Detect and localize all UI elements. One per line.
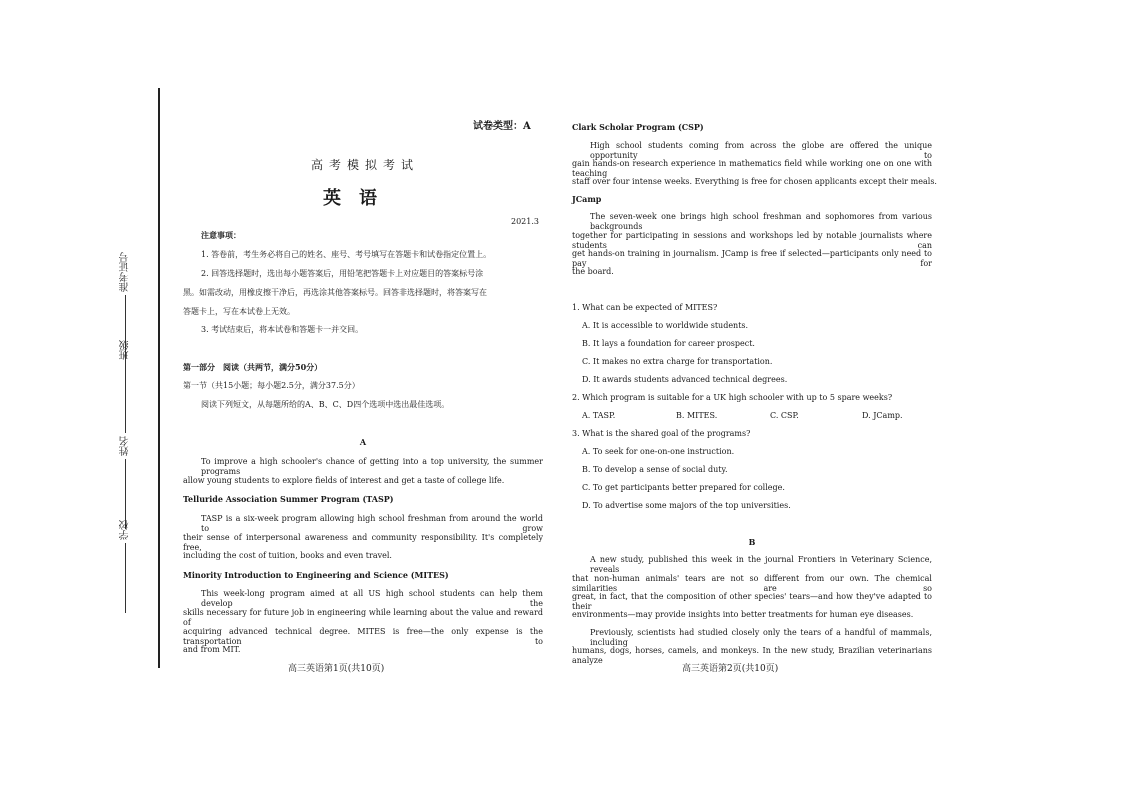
- binding-line: [158, 88, 160, 668]
- note-line: 3. 考试结束后，将本试卷和答题卡一并交回。: [201, 325, 364, 334]
- notes-heading: 注意事项：: [201, 230, 241, 240]
- note-line: 答题卡上，写在本试卷上无效。: [183, 307, 295, 316]
- csp-heading: Clark Scholar Program (CSP): [572, 122, 704, 132]
- school-label: 学校: [120, 520, 131, 540]
- section-heading: 第一节（共15小题；每小题2.5分，满分37.5分）: [183, 381, 360, 390]
- note-line: 2. 回答选择题时，选出每小题答案后，用铅笔把答题卡上对应题目的答案标号涂: [201, 269, 484, 278]
- mites-heading: Minority Introduction to Engineering and Science (MITES): [183, 570, 449, 580]
- class-label: 班级: [120, 340, 131, 360]
- q1-option-a: A. It is accessible to worldwide students.: [582, 321, 749, 330]
- csp-line: gain hands-on research experience in mathematics field while working one on one with teaching: [572, 159, 932, 178]
- passage-b-line: that non-human animals' tears are not so different from our own. The chemical similarities are so: [572, 574, 932, 593]
- mites-line: acquiring advanced technical degree. MITES is free—the only expense is the transportation to: [183, 627, 543, 646]
- class-blank: [126, 363, 127, 433]
- page-footer: 高三英语第2页(共10页): [682, 664, 779, 674]
- mites-line: skills necessary for future job in engineering while learning about the value and reward of: [183, 608, 543, 627]
- subject-title: 英语: [323, 188, 395, 209]
- tasp-heading: Telluride Association Summer Program (TASP): [183, 494, 394, 504]
- mites-line: and from MIT.: [183, 645, 241, 654]
- tasp-line: TASP is a six-week program allowing high school freshman from around the world to grow: [201, 514, 543, 533]
- passage-b-line: A new study, published this week in the journal Frontiers in Veterinary Science, reveals: [590, 555, 932, 574]
- question-1: 1. What can be expected of MITES?: [572, 303, 718, 312]
- q3-option-a: A. To seek for one-on-one instruction.: [582, 447, 735, 456]
- note-line: 黑。如需改动，用橡皮擦干净后，再选涂其他答案标号。回答非选择题时，将答案写在: [183, 288, 487, 297]
- question-3: 3. What is the shared goal of the programs?: [572, 429, 751, 438]
- q3-option-d: D. To advertise some majors of the top universities.: [582, 501, 791, 510]
- exam-number-label: 准考证号: [120, 252, 131, 292]
- page-footer: 高三英语第1页(共10页): [288, 664, 385, 674]
- exam-type: 试卷类型：A: [473, 121, 531, 132]
- passage-b-line: environments—may provide insights into better treatments for human eye diseases.: [572, 610, 914, 619]
- exam-date: 2021.3: [511, 217, 539, 226]
- passage-b-line: Previously, scientists had studied closely only the tears of a handful of mammals, including: [590, 628, 932, 647]
- tasp-line: their sense of interpersonal awareness and community responsibility. It's completely free,: [183, 533, 543, 552]
- q2-option-d: D. JCamp.: [862, 411, 903, 420]
- q1-option-d: D. It awards students advanced technical degrees.: [582, 375, 788, 384]
- jcamp-line: together for participating in sessions and workshops led by notable journalists where students can: [572, 231, 932, 250]
- csp-line: High school students coming from across the globe are offered the unique opportunity to: [590, 141, 932, 160]
- school-field: [118, 520, 133, 613]
- passage-label: A: [359, 437, 367, 447]
- q2-option-b: B. MITES.: [676, 411, 718, 420]
- passage-b-label: B: [748, 537, 756, 547]
- part-heading: 第一部分 阅读（共两节，满分50分）: [183, 362, 323, 372]
- exam-title: 高考模拟考试: [311, 158, 420, 172]
- q3-option-c: C. To get participants better prepared for college.: [582, 483, 785, 492]
- q3-option-b: B. To develop a sense of social duty.: [582, 465, 728, 474]
- q1-option-b: B. It lays a foundation for career prospect.: [582, 339, 755, 348]
- jcamp-line: the board.: [572, 267, 614, 276]
- q2-option-a: A. TASP.: [582, 411, 616, 420]
- question-2: 2. Which program is suitable for a UK high schooler with up to 5 spare weeks?: [572, 393, 893, 402]
- passage-line: allow young students to explore fields of interest and get a taste of college life.: [183, 476, 505, 485]
- tasp-line: including the cost of tuition, books and even travel.: [183, 551, 392, 560]
- q1-option-c: C. It makes no extra charge for transportation.: [582, 357, 773, 366]
- instruction: 阅读下列短文，从每题所给的A、B、C、D四个选项中选出最佳选项。: [201, 400, 450, 409]
- mites-line: This week-long program aimed at all US high school students can help them develop the: [201, 589, 543, 608]
- name-field: [118, 436, 133, 529]
- jcamp-line: The seven-week one brings high school freshman and sophomores from various backgrounds: [590, 212, 932, 231]
- passage-line: To improve a high schooler's chance of getting into a top university, the summer programs: [201, 457, 543, 476]
- school-blank: [126, 543, 127, 613]
- jcamp-line: get hands-on training in journalism. JCamp is free if selected—participants only need to pay for: [572, 249, 932, 268]
- note-line: 1. 答卷前，考生务必将自己的姓名、座号、考号填写在答题卡和试卷指定位置上。: [201, 250, 492, 259]
- class-field: [118, 340, 133, 433]
- name-blank: [126, 459, 127, 529]
- name-label: 姓名: [120, 436, 131, 456]
- jcamp-heading: JCamp: [572, 194, 602, 204]
- q2-option-c: C. CSP.: [770, 411, 799, 420]
- csp-line: staff over four intense weeks. Everything is free for chosen applicants except their meals.: [572, 177, 937, 186]
- passage-b-line: humans, dogs, horses, camels, and monkeys. In the new study, Brazilian veterinarians analyze: [572, 646, 932, 665]
- passage-b-line: great, in fact, that the composition of other species' tears—and how they've adapted to their: [572, 592, 932, 611]
